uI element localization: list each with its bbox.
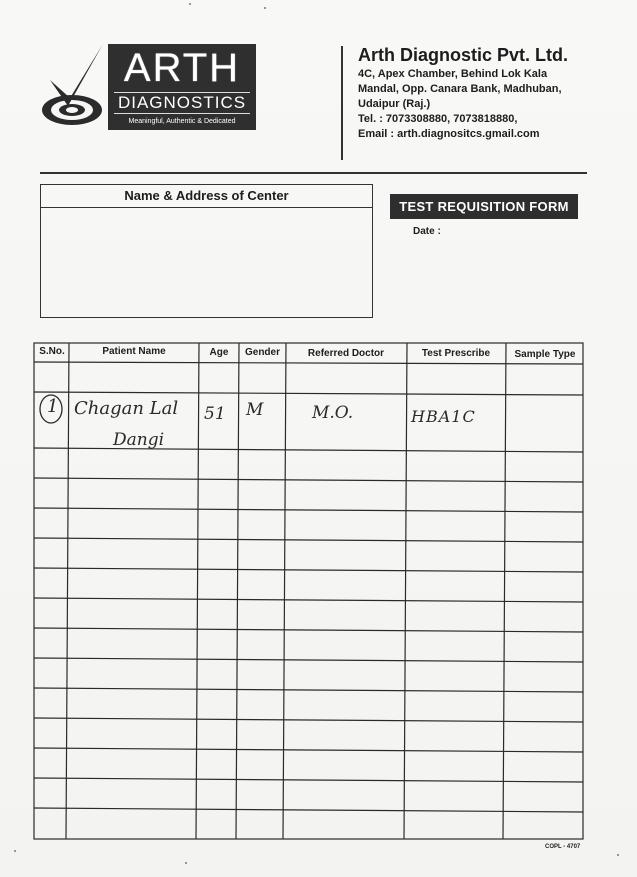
form-title-banner: TEST REQUISITION FORM [390,194,578,219]
paper-speck [264,7,266,9]
header-sample-type: Sample Type [514,349,576,360]
paper-speck [617,854,619,856]
logo-subtitle: DIAGNOSTICS [114,92,250,114]
logo-wordmark [108,44,256,130]
entry-age: 51 [204,404,226,424]
paper-speck [189,3,191,5]
address-line-2: Mandal, Opp. Canara Bank, Madhuban, [358,83,562,95]
center-address-box[interactable] [40,184,373,318]
address-line-3: Udaipur (Raj.) [358,98,431,110]
paper-speck [185,862,187,864]
entry-gender: M [246,400,264,420]
entry-sno: 1 [47,396,59,417]
entry-patient-name-1: Chagan Lal [74,398,179,419]
entry-patient-name-2: Dangi [113,430,165,450]
center-box-title: Name & Address of Center [41,185,372,208]
logo-tagline: Meaningful, Authentic & Dedicated [128,118,236,125]
header-rule [40,172,587,174]
header-sno: S.No. [39,346,65,357]
entry-test: HBA1C [411,407,476,426]
company-email: Email : arth.diagnositcs.gmail.com [358,128,540,140]
logo-word: ARTH [123,46,241,90]
address-line-1: 4C, Apex Chamber, Behind Lok Kala [358,68,548,80]
arth-logo [40,40,258,132]
company-name: Arth Diagnostic Pvt. Ltd. [358,45,569,65]
header-age: Age [209,347,229,358]
date-label: Date : [413,226,441,237]
company-info [358,43,618,142]
footer-code: COPL - 4707 [545,844,581,850]
header-divider [341,46,343,160]
header-patient-name: Patient Name [102,346,166,357]
header-test-prescribe: Test Prescribe [421,348,491,359]
target-check-icon [40,40,110,132]
paper-speck [14,850,16,852]
entry-referred-doctor: M.O. [312,403,354,423]
header-gender: Gender [244,347,280,358]
header-referred-doctor: Referred Doctor [307,348,385,359]
company-tel: Tel. : 7073308880, 7073818880, [358,113,518,125]
